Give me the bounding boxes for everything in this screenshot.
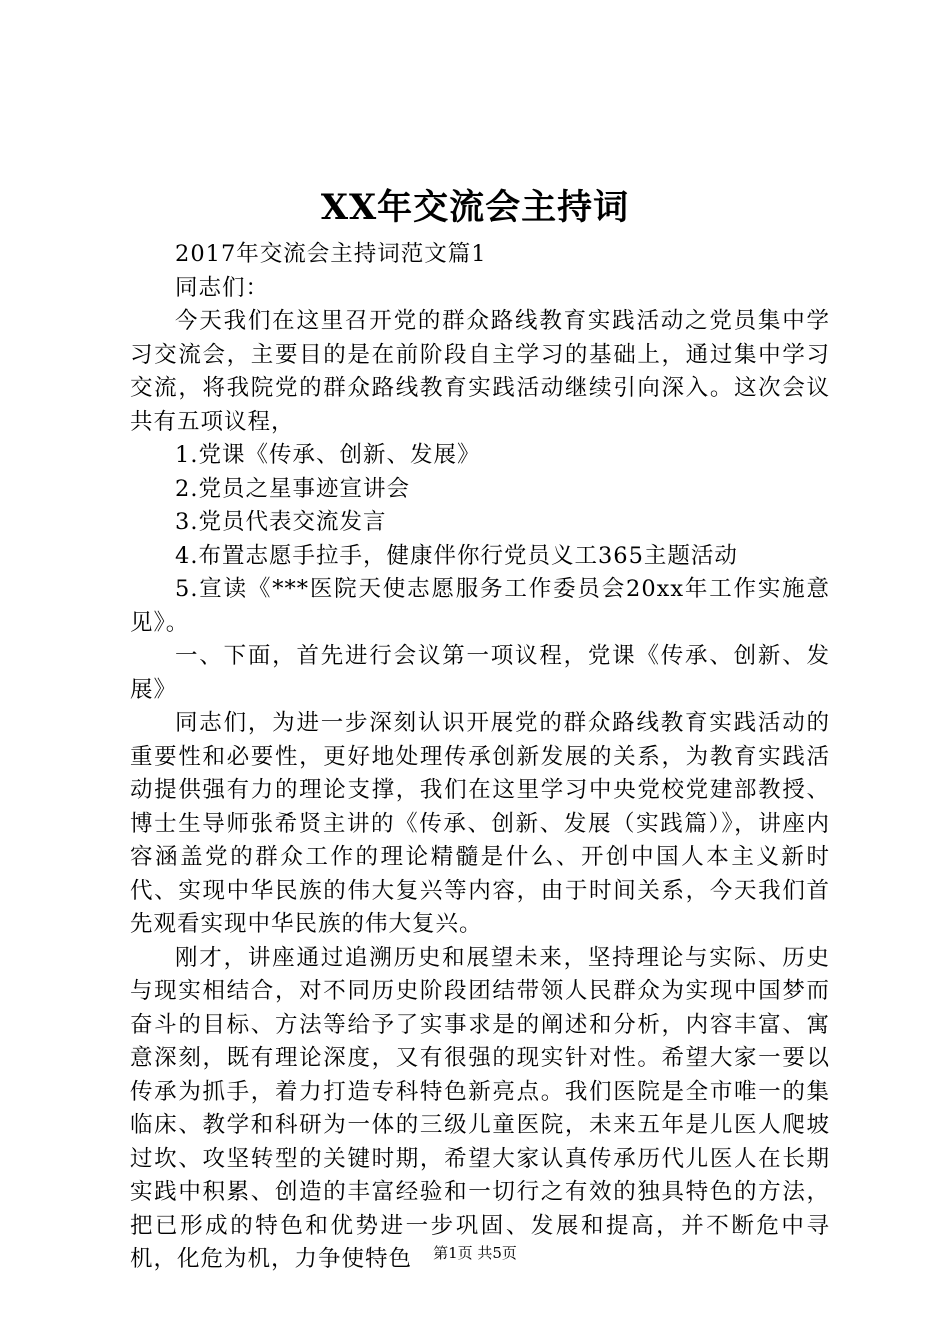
paragraph: 刚才，讲座通过追溯历史和展望未来，坚持理论与实际、历史与现实相结合，对不同历史阶段团结带领人民群众为实现中国梦而奋斗的目标、方法等给予了实事求是的阐述和分析，内容丰富、寓意深刻，既有理论深度，又有很强的现实针对性。希望大家一要以传承为抓手，着力打造专科特色新亮点。我们医院是全市唯一的集临床、教学和科研为一体的三级儿童医院，未来五年是儿医人爬坡过坎、攻坚转型的关键时期，希望大家认真传承历代儿医人在长期实践中积累、创造的丰富经验和一切行之有效的独具特色的方法，把已形成的特色和优势进一步巩固、发展和提高，并不断危中寻机，化危为机，力争使特色 [130,944,830,1272]
agenda-item: 3.党员代表交流发言 [175,509,387,535]
agenda-item: 1.党课《传承、创新、发展》 [175,442,481,468]
paragraph: 今天我们在这里召开党的群众路线教育实践活动之党员集中学习交流会，主要目的是在前阶段自主学习的基础上，通过集中学习交流，将我院党的群众路线教育实践活动继续引向深入。这次会议共有五项议程， [130,308,830,435]
paragraph: 一、下面，首先进行会议第一项议程，党课《传承、创新、发展》 [130,643,830,703]
salutation: 同志们： [175,274,270,301]
agenda-item: 4.布置志愿手拉手，健康伴你行党员义工365主题活动 [175,542,738,569]
paragraph: 同志们，为进一步深刻认识开展党的群众路线教育实践活动的重要性和必要性，更好地处理传承创新发展的关系，为教育实践活动提供强有力的理论支撑，我们在这里学习中央党校党建部教授、博士生导师张希贤主讲的《传承、创新、发展（实践篇）》，讲座内容涵盖党的群众工作的理论精髓是什么、开创中国人本主义新时代、实现中华民族的伟大复兴等内容，由于时间关系，今天我们首先观看实现中华民族的伟大复兴。 [130,710,830,937]
document-body [130,238,830,1277]
page-number: 第1页 共5页 [433,1244,517,1262]
agenda-item: 2.党员之星事迹宣讲会 [175,475,410,502]
page-title: XX年交流会主持词 [320,187,630,228]
agenda-item: 5.宣读《***医院天使志愿服务工作委员会20xx年工作实施意见》。 [130,576,830,636]
section-heading: 2017年交流会主持词范文篇1 [175,241,487,267]
